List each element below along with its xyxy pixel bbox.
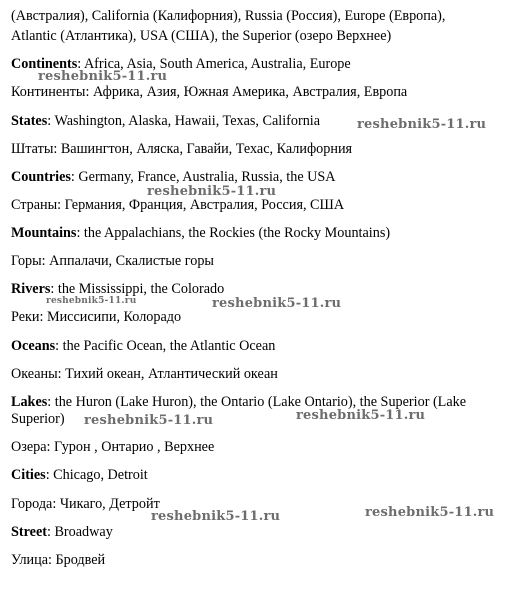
section-label: Lakes: [11, 394, 48, 410]
watermark: reshebnik5-11.ru: [147, 184, 277, 199]
section-mountains: Mountains: the Appalachians, the Rockies (the Rocky Mountains): [11, 225, 391, 241]
section-label: Rivers: [11, 281, 51, 297]
section-label: States: [11, 113, 48, 129]
section-label: Continents: [11, 56, 78, 72]
text-line: Океаны: Тихий океан, Атлантический океан: [11, 366, 278, 382]
watermark: reshebnik5-11.ru: [84, 413, 214, 428]
watermark: reshebnik5-11.ru: [365, 505, 495, 520]
section-cities: Cities: Chicago, Detroit: [11, 467, 148, 483]
text-line: Штаты: Вашингтон, Аляска, Гавайи, Техас, Калифорния: [11, 141, 353, 157]
text-line: Страны: Германия, Франция, Австралия, Россия, США: [11, 197, 345, 213]
section-oceans: Oceans: the Pacific Ocean, the Atlantic Ocean: [11, 338, 276, 354]
watermark: reshebnik5-11.ru: [151, 509, 281, 524]
text-line: Atlantic (Атлантика), USA (США), the Superior (озеро Верхнее): [11, 28, 392, 44]
text-line: Континенты: Африка, Азия, Южная Америка, Австралия, Европа: [11, 84, 408, 100]
watermark: reshebnik5-11.ru: [46, 296, 137, 306]
section-label: Mountains: [11, 225, 77, 241]
section-continents: Continents: Africa, Asia, South America, Australia, Europe: [11, 56, 351, 72]
text-line: Города: Чикаго, Детройт: [11, 496, 160, 512]
section-street: Street: Broadway: [11, 524, 113, 540]
watermark: reshebnik5-11.ru: [212, 296, 342, 311]
section-label: Oceans: [11, 338, 56, 354]
text-line: Реки: Миссисипи, Колорадо: [11, 309, 182, 325]
text-line: Горы: Аппалачи, Скалистые горы: [11, 253, 214, 269]
watermark: reshebnik5-11.ru: [357, 117, 487, 132]
section-countries: Countries: Germany, France, Australia, Russia, the USA: [11, 169, 336, 185]
watermark: reshebnik5-11.ru: [38, 69, 168, 84]
section-label: Countries: [11, 169, 71, 185]
section-label: Cities: [11, 467, 46, 483]
watermark: reshebnik5-11.ru: [296, 408, 426, 423]
section-lakes: Lakes: the Huron (Lake Huron), the Ontario (Lake Ontario), the Superior (Lake: [11, 394, 467, 410]
section-label: Street: [11, 524, 47, 540]
section-rivers: Rivers: the Mississippi, the Colorado: [11, 281, 225, 297]
text-line: Superior): [11, 411, 65, 427]
section-states: States: Washington, Alaska, Hawaii, Texas, California: [11, 113, 321, 129]
text-line: Улица: Бродвей: [11, 552, 106, 568]
text-line: (Австралия), California (Калифорния), Russia (Россия), Europe (Европа),: [11, 8, 446, 24]
text-line: Озера: Гурон , Онтарио , Верхнее: [11, 439, 215, 455]
